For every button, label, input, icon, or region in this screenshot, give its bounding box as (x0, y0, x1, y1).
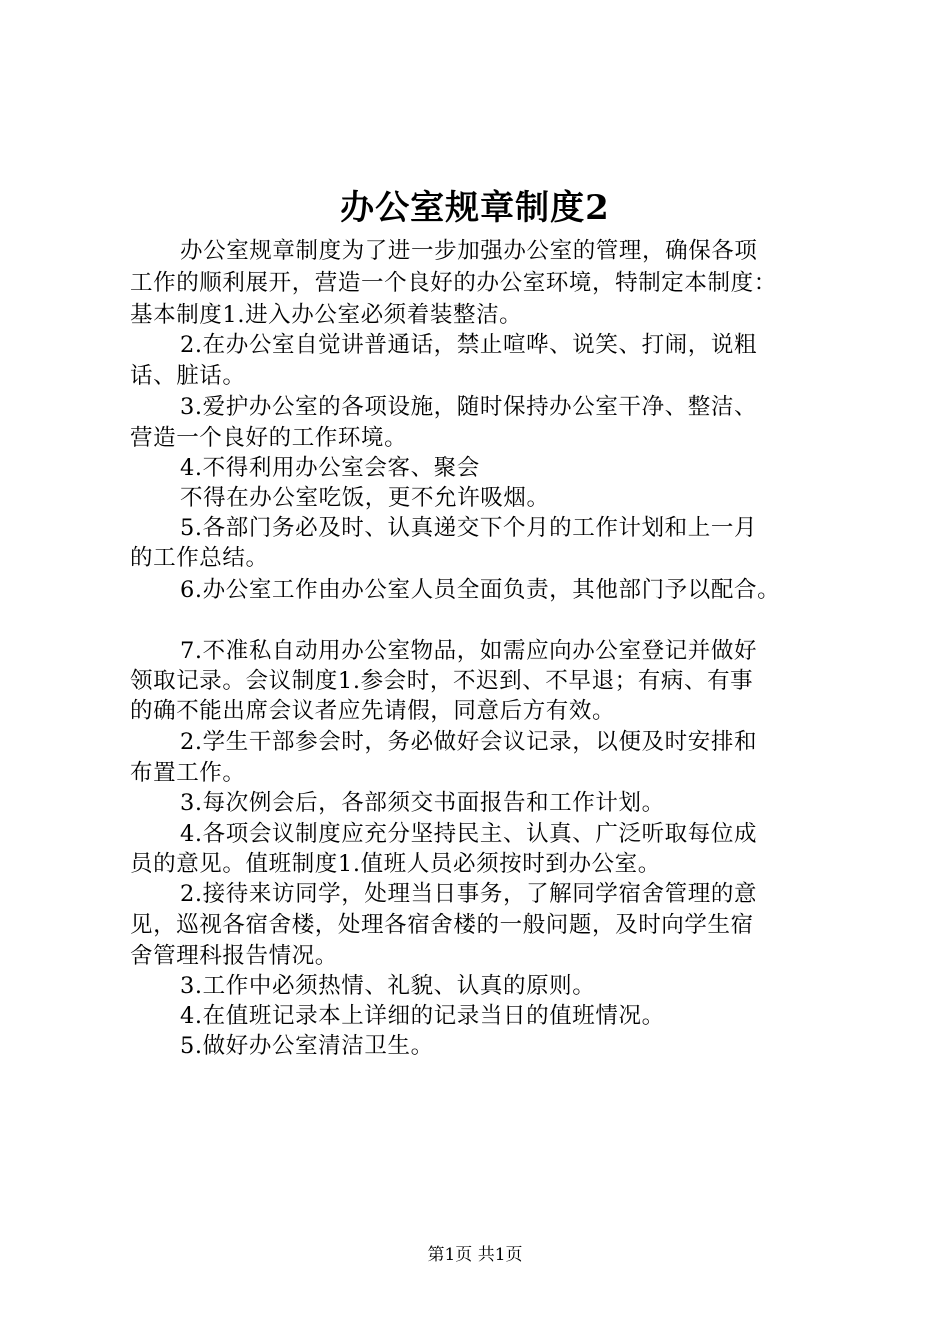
text-line: 3.爱护办公室的各项设施，随时保持办公室干净、整洁、 (180, 394, 758, 420)
text-line: 3.工作中必须热情、礼貌、认真的原则。 (180, 973, 596, 999)
text-line: 4.在值班记录本上详细的记录当日的值班情况。 (180, 1003, 665, 1029)
text-line: 4.不得利用办公室会客、聚会 (180, 455, 480, 481)
text-line: 5.各部门务必及时、认真递交下个月的工作计划和上一月 (180, 515, 758, 541)
text-line: 7.不准私自动用办公室物品，如需应向办公室登记并做好 (180, 638, 758, 664)
text-line: 的确不能出席会议者应先请假，同意后方有效。 (130, 698, 616, 724)
text-line: 领取记录。会议制度1.参会时，不迟到、不早退；有病、有事 (130, 668, 754, 694)
page-footer: 第1页 共1页 (427, 1245, 523, 1265)
text-line: 3.每次例会后，各部须交书面报告和工作计划。 (180, 790, 665, 816)
text-line: 办公室规章制度为了进一步加强办公室的管理，确保各项 (180, 238, 758, 264)
text-line: 5.做好办公室清洁卫生。 (180, 1033, 434, 1059)
text-line: 话、脏话。 (130, 363, 246, 389)
text-line: 舍管理科报告情况。 (130, 943, 338, 969)
text-line: 2.在办公室自觉讲普通话，禁止喧哗、说笑、打闹，说粗 (180, 332, 758, 358)
text-line: 见，巡视各宿舍楼，处理各宿舍楼的一般问题，及时向学生宿 (130, 912, 754, 938)
text-line: 4.各项会议制度应充分坚持民主、认真、广泛听取每位成 (180, 821, 758, 847)
text-line: 2.学生干部参会时，务必做好会议记录，以便及时安排和 (180, 729, 758, 755)
text-line: 营造一个良好的工作环境。 (130, 425, 408, 451)
document-title: 办公室规章制度2 (340, 188, 610, 228)
text-line: 工作的顺利展开，营造一个良好的办公室环境，特制定本制度： (130, 270, 777, 296)
text-line: 的工作总结。 (130, 545, 269, 571)
text-line: 员的意见。值班制度1.值班人员必须按时到办公室。 (130, 851, 661, 877)
text-line: 不得在办公室吃饭，更不允许吸烟。 (180, 485, 550, 511)
text-line: 基本制度1.进入办公室必须着装整洁。 (130, 302, 523, 328)
text-line: 6.办公室工作由办公室人员全面负责，其他部门予以配合。 (180, 577, 781, 603)
text-line: 2.接待来访同学，处理当日事务，了解同学宿舍管理的意 (180, 881, 758, 907)
text-line: 布置工作。 (130, 760, 246, 786)
